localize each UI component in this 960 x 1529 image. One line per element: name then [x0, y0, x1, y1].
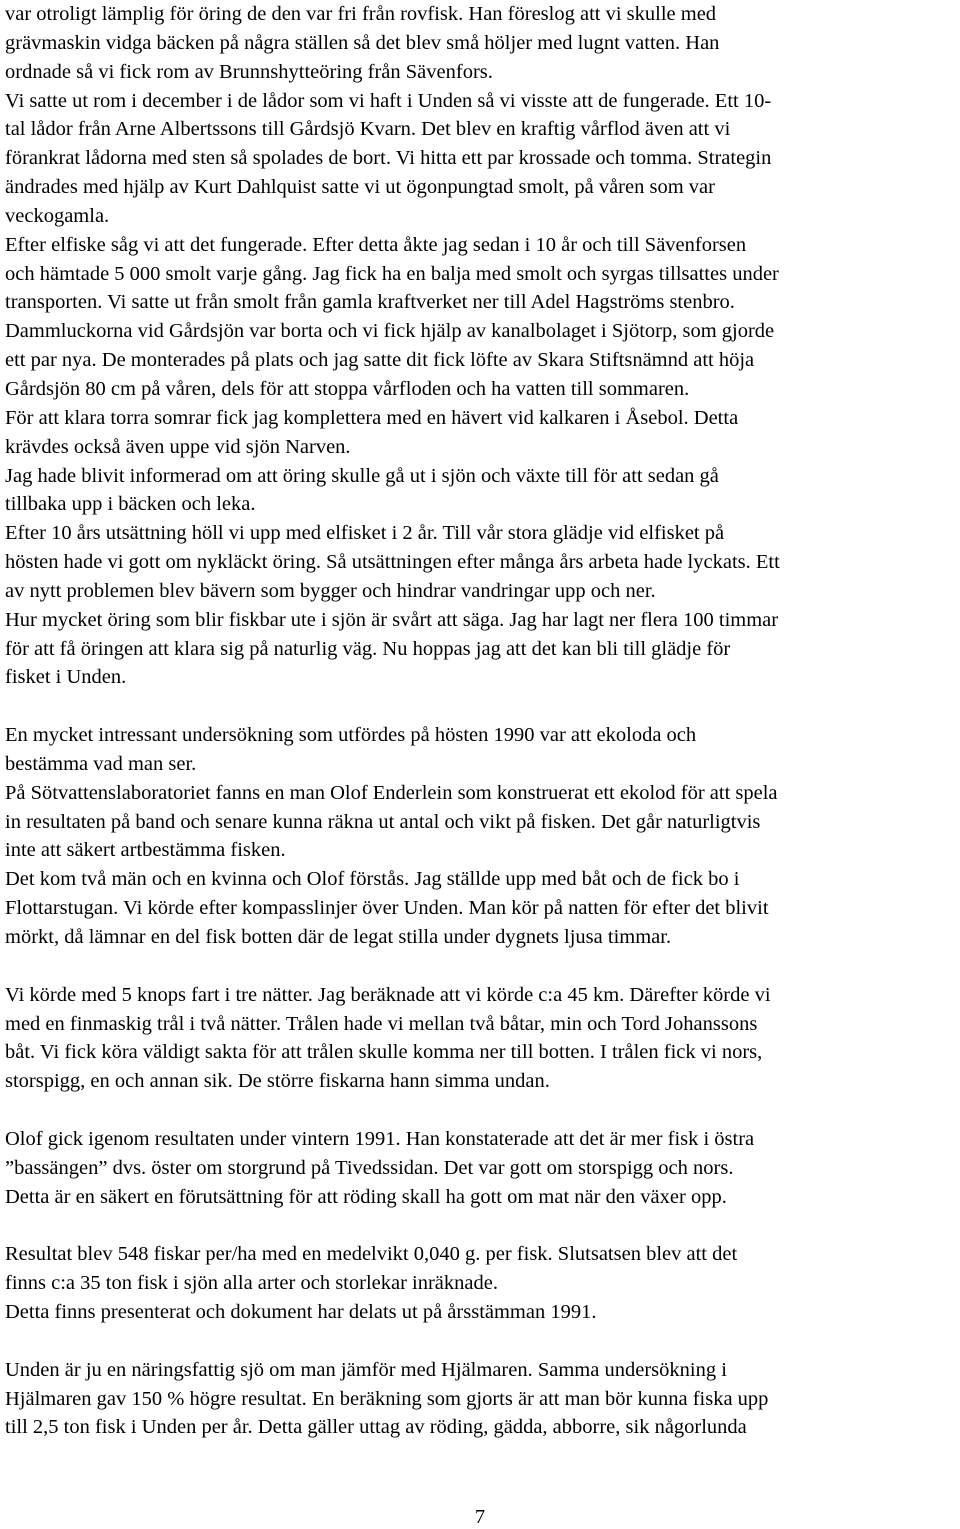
text-line: Vi körde med 5 knops fart i tre nätter. Jag beräknade att vi körde c:a 45 km. Därefter körde vi — [5, 983, 771, 1006]
text-line: för att få öringen att klara sig på naturlig väg. Nu hoppas jag att det kan bli till glädje för — [5, 637, 731, 660]
text-line: Detta är en säkert en förutsättning för att röding skall ha gott om mat när den växer opp. — [5, 1185, 727, 1208]
text-line: till 2,5 ton fisk i Unden per år. Detta gäller uttag av röding, gädda, abborre, sik någorlunda — [5, 1416, 747, 1439]
text-line: Gårdsjön 80 cm på våren, dels för att stoppa vårfloden och ha vatten till sommaren. — [5, 377, 690, 400]
text-line: ändrades med hjälp av Kurt Dahlquist satte vi ut ögonpungtad smolt, på våren som var — [5, 176, 715, 199]
text-line: Vi satte ut rom i december i de lådor som vi haft i Unden så vi visste att de fungerade. Ett 10- — [5, 89, 772, 112]
paragraph-gap — [5, 1211, 957, 1240]
text-line: En mycket intressant undersökning som utfördes på hösten 1990 var att ekoloda och — [5, 724, 697, 747]
text-line: med en finmaskig trål i två nätter. Trålen hade vi mellan två båtar, min och Tord Johanssons — [5, 1012, 758, 1035]
text-line: inte att säkert artbestämma fisken. — [5, 839, 286, 862]
text-line: storspigg, en och annan sik. De större fiskarna hann simma undan. — [5, 1070, 550, 1093]
text-line: ett par nya. De monterades på plats och jag satte dit fick löfte av Skara Stiftsnämnd att höja — [5, 349, 755, 372]
text-line: tillbaka upp i bäcken och leka. — [5, 493, 256, 516]
text-line: tal lådor från Arne Albertssons till Gårdsjö Kvarn. Det blev en kraftig vårflod även att vi — [5, 118, 731, 141]
paragraph-gap — [5, 1327, 957, 1356]
text-line: var otroligt lämplig för öring de den var fri från rovfisk. Han föreslog att vi skulle med — [5, 3, 717, 25]
text-line: Detta finns presenterat och dokument har delats ut på årsstämman 1991. — [5, 1300, 597, 1323]
page-number: 7 — [474, 1506, 486, 1528]
text-line: mörkt, då lämnar en del fisk botten där de legat stilla under dygnets ljusa timmar. — [5, 926, 672, 948]
text-line: förankrat lådorna med sten så spolades de bort. Vi hitta ett par krossade och tomma. Strategin — [5, 147, 772, 170]
text-line: Efter elfiske såg vi att det fungerade. Efter detta åkte jag sedan i 10 år och till Sävenforsen — [5, 233, 747, 256]
text-line: båt. Vi fick köra väldigt sakta för att trålen skulle komma ner till botten. I trålen fick vi nors, — [5, 1041, 763, 1064]
text-line: Flottarstugan. Vi körde efter kompasslinjer över Unden. Man kör på natten för efter det blivit — [5, 897, 769, 920]
text-line: Efter 10 års utsättning höll vi upp med elfisket i 2 år. Till vår stora glädje vid elfisket på — [5, 522, 725, 545]
text-line: fisket i Unden. — [5, 666, 127, 689]
text-line: grävmaskin vidga bäcken på några ställen så det blev små höljer med lugnt vatten. Han — [5, 31, 720, 54]
text-line: veckogamla. — [5, 204, 110, 227]
text-line: Jag hade blivit informerad om att öring skulle gå ut i sjön och växte till för att sedan gå — [5, 464, 719, 487]
text-line: hösten hade vi gott om nykläckt öring. Så utsättningen efter många års arbeta hade lyckats. Ett — [5, 551, 780, 574]
text-line: och hämtade 5 000 smolt varje gång. Jag fick ha en balja med smolt och syrgas tillsattes under — [5, 262, 779, 285]
paragraph-gap — [5, 952, 957, 981]
text-line: På Sötvattenslaboratoriet fanns en man Olof Enderlein som konstruerat ett ekolod för att spela — [5, 781, 778, 804]
text-line: av nytt problemen blev bävern som bygger och hindrar vandringar upp och ner. — [5, 579, 656, 602]
text-line: Hjälmaren gav 150 % högre resultat. En beräkning som gjorts är att man bör kunna fiska upp — [5, 1387, 769, 1410]
text-line: Dammluckorna vid Gårdsjön var borta och vi fick hjälp av kanalbolaget i Sjötorp, som gjorde — [5, 320, 775, 343]
text-line: finns c:a 35 ton fisk i sjön alla arter och storlekar inräknade. — [5, 1272, 498, 1295]
paragraph-gap — [5, 692, 957, 721]
document-body — [5, 0, 957, 1442]
text-line: in resultaten på band och senare kunna räkna ut antal och vikt på fisken. Det går naturligtvis — [5, 810, 761, 833]
text-line: ”bassängen” dvs. öster om storgrund på Tivedssidan. Det var gott om storspigg och nors. — [5, 1156, 734, 1179]
text-line: Unden är ju en näringsfattig sjö om man jämför med Hjälmaren. Samma undersökning i — [5, 1358, 727, 1381]
text-line: ordnade så vi fick rom av Brunnshytteöring från Sävenfors. — [5, 60, 493, 83]
text-line: bestämma vad man ser. — [5, 752, 197, 775]
text-line: krävdes också även uppe vid sjön Narven. — [5, 435, 351, 458]
text-line: Olof gick igenom resultaten under vintern 1991. Han konstaterade att det är mer fisk i östra — [5, 1127, 755, 1150]
text-line: Resultat blev 548 fiskar per/ha med en medelvikt 0,040 g. per fisk. Slutsatsen blev att det — [5, 1243, 738, 1266]
text-line: För att klara torra somrar fick jag komplettera med en hävert vid kalkaren i Åsebol. Detta — [5, 406, 739, 429]
text-line: Hur mycket öring som blir fiskbar ute i sjön är svårt att säga. Jag har lagt ner flera 100 timmar — [5, 608, 779, 631]
paragraph-gap — [5, 1096, 957, 1125]
text-line: Det kom två män och en kvinna och Olof förstås. Jag ställde upp med båt och de fick bo i — [5, 868, 740, 891]
text-line: transporten. Vi satte ut från smolt från gamla kraftverket ner till Adel Hagströms stenbro. — [5, 291, 735, 314]
